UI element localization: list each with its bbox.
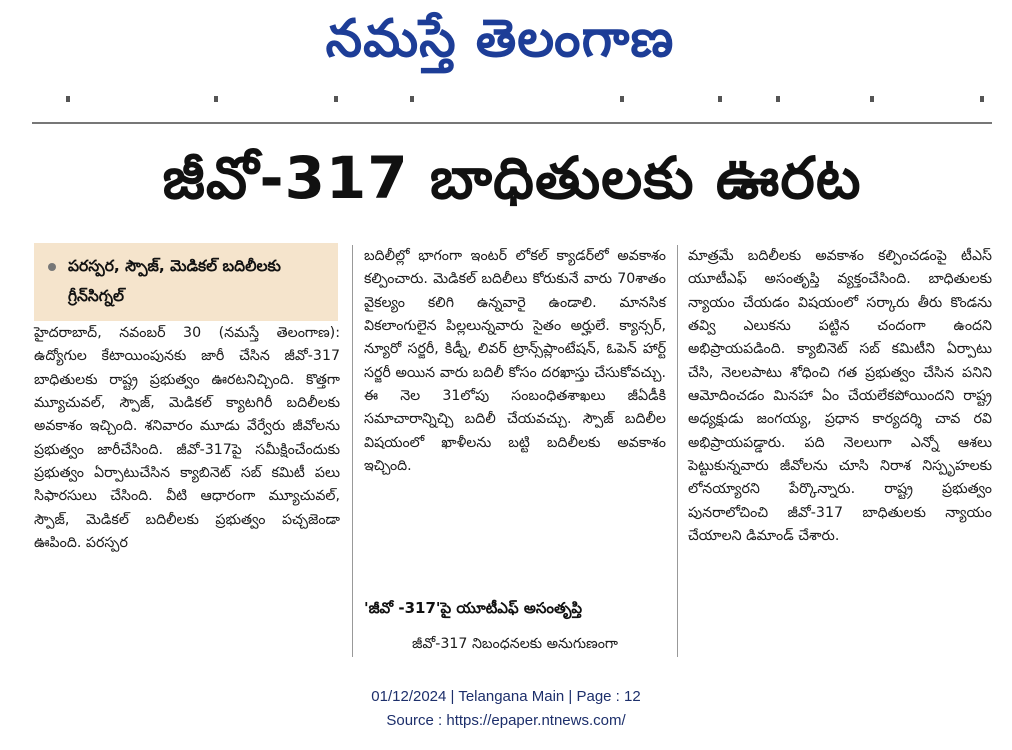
column-divider xyxy=(677,245,678,657)
footer-source: Source : https://epaper.ntnews.com/ xyxy=(386,712,626,729)
dateline-mark xyxy=(334,96,338,102)
section-heading: 'జీవో -317'పై యూటీఎఫ్ అసంతృప్తి xyxy=(364,599,582,617)
section-body: జీవో-317 నిబంధనలకు అనుగుణంగా xyxy=(412,636,618,652)
dateline-mark xyxy=(776,96,780,102)
bullet-icon xyxy=(48,263,56,271)
dateline-mark xyxy=(980,96,984,102)
article-column-3: మాత్రమే బదిలీలకు అవకాశం కల్పించడంపై టీఎస్ యూటీఎఫ్ అసంతృప్తి వ్యక్తంచేసింది. బాధితులకు న్యాయం చేయడం విషయంలో సర్కారు తీరు కొండను తవ్వి ఎలుకను పట్టిన చందంగా ఉందని అభిప్రాయపడింది. క్యాబినెట్ సబ్ కమిటీని ఏర్పాటు చేసి, నెలలపాటు శోధించి గత ప్రభుత్వం చేసిన పనిని ఆమోదించడం మినహా ఏం చేయలేకపోయిందని రాష్ట్ర అధ్యక్షుడు జంగయ్య, ప్రధాన కార్యదర్శి చావ రవి అభిప్రాయపడ్డారు. పది నెలలుగా ఎన్నో ఆశలు పెట్టుకున్నవారు జీవోలను చూసి నిరాశ నిస్పృహలకు లోనయ్యారని పేర్కొన్నారు. రాష్ట్ర ప్రభుత్వం పునరాలోచించి జీవో-317 బాధితులకు న్యాయం చేయాలని డిమాండ్ చేశారు. xyxy=(688,248,992,545)
column-divider xyxy=(352,245,353,657)
headline: జీవో-317 బాధితులకు ఊరట xyxy=(162,144,862,212)
dateline-mark xyxy=(410,96,414,102)
dateline-mark xyxy=(66,96,70,102)
dateline-mark xyxy=(870,96,874,102)
article-column-1: హైదరాబాద్, నవంబర్ 30 (నమస్తే తెలంగాణ): ఉద్యోగుల కేటాయింపునకు జారీ చేసిన జీవో-317 బాధితులకు రాష్ట్ర ప్రభుత్వం ఊరటనిచ్చింది. కొత్తగా మ్యూచువల్, స్పౌజ్, మెడికల్ క్యాటగిరీ బదిలీలకు అవకాశం ఇచ్చింది. శనివారం మూడు వేర్వేరు జీవోలను ప్రభుత్వం జారీచేసింది. జీవో-317పై సమీక్షించేందుకు ప్రభుత్వం ఏర్పాటుచేసిన క్యాబినెట్ సబ్ కమిటీ పలు సిఫారసులు చేసింది. వీటి ఆధారంగా మ్యూచువల్, స్పౌజ్, మెడికల్ బదిలీలకు ప్రభుత్వం పచ్చజెండా ఊపింది. పరస్పర xyxy=(34,325,340,552)
subhead-box xyxy=(34,243,338,321)
dateline-mark xyxy=(620,96,624,102)
dateline-mark xyxy=(718,96,722,102)
dateline-strip xyxy=(32,92,992,108)
dateline-mark xyxy=(214,96,218,102)
footer-date-page: 01/12/2024 | Telangana Main | Page : 12 xyxy=(371,688,641,705)
header-rule xyxy=(32,122,992,124)
subhead-text: పరస్పర, స్పౌజ్, మెడికల్ బదిలీలకు గ్రీన్‌సిగ్నల్ xyxy=(68,257,281,305)
masthead-title: నమస్తే తెలంగాణ xyxy=(325,8,675,69)
article-column-2: బదిలీల్లో భాగంగా ఇంటర్ లోకల్ క్యాడర్‌లో అవకాశం కల్పించారు. మెడికల్ బదిలీలు కోరుకునే వారు 70శాతం వైకల్యం కలిగి ఉన్నవారై ఉండాలి. మానసిక వికలాంగులైన పిల్లలున్నవారు సైతం అర్హులే. క్యాన్సర్, న్యూరో సర్జరీ, కిడ్నీ, లివర్ ట్రాన్స్‌ప్లాంటేషన్, ఓపెన్ హార్ట్ సర్జరీ అయిన వారు బదిలీ కోసం దరఖాస్తు చేసుకోవచ్చు. ఈ నెల 31లోపు సంబంధితశాఖలు జీఏడీకి సమాచారాన్నిచ్చి బదిలీ చేయవచ్చు. స్పౌజ్ బదిలీల విషయంలో ఖాళీలను బట్టి బదిలీలకు అవకాశం ఇచ్చింది. xyxy=(364,248,666,475)
